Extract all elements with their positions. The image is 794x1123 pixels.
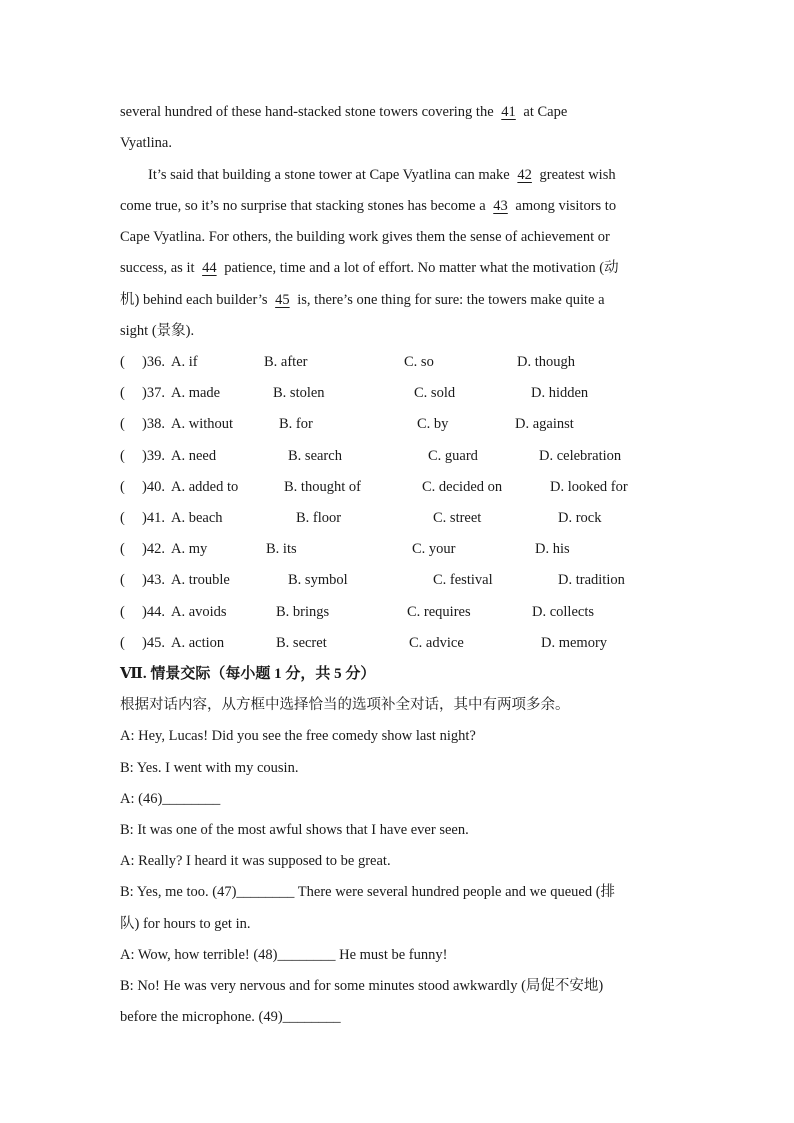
option-a: A. trouble bbox=[171, 572, 230, 588]
answer-paren[interactable]: ( bbox=[120, 541, 125, 557]
question-number: )36. bbox=[142, 354, 165, 370]
answer-paren[interactable]: ( bbox=[120, 572, 125, 588]
question-row bbox=[120, 602, 680, 622]
blank-41: 41 bbox=[501, 104, 516, 120]
dialogue-line: A: Wow, how terrible! (48)________ He must be funny! bbox=[120, 947, 448, 963]
question-row bbox=[120, 633, 680, 653]
option-d: D. celebration bbox=[539, 448, 622, 464]
option-a: A. if bbox=[171, 354, 198, 370]
option-c: C. advice bbox=[409, 635, 464, 651]
question-row bbox=[120, 352, 680, 372]
question-row bbox=[120, 539, 680, 559]
option-a: A. need bbox=[171, 448, 217, 464]
section-heading: Ⅶ. 情景交际（每小题 1 分，共 5 分） bbox=[120, 666, 376, 682]
question-row bbox=[120, 383, 680, 403]
option-c: C. street bbox=[433, 510, 482, 526]
option-b: B. for bbox=[279, 416, 313, 432]
question-row bbox=[120, 477, 680, 497]
option-d: D. his bbox=[535, 541, 570, 557]
question-row bbox=[120, 414, 680, 434]
option-b: B. after bbox=[264, 354, 308, 370]
option-a: A. action bbox=[171, 635, 225, 651]
option-b: B. floor bbox=[296, 510, 342, 526]
blank-42: 42 bbox=[517, 167, 532, 183]
dialogue-line: B: No! He was very nervous and for some minutes stood awkwardly (局促不安地) bbox=[120, 978, 604, 994]
passage-text: sight (景象). bbox=[120, 323, 195, 339]
answer-paren[interactable]: ( bbox=[120, 635, 125, 651]
option-b: B. search bbox=[288, 448, 342, 464]
option-a: A. my bbox=[171, 541, 208, 557]
option-d: D. tradition bbox=[558, 572, 625, 588]
passage-line bbox=[120, 196, 616, 216]
option-b: B. thought of bbox=[284, 479, 361, 495]
option-c: C. sold bbox=[414, 385, 456, 401]
question-number: )41. bbox=[142, 510, 165, 526]
passage-text: is, there’s one thing for sure: the towers make quite a bbox=[297, 292, 605, 308]
dialogue-line: before the microphone. (49)________ bbox=[120, 1009, 341, 1025]
answer-paren[interactable]: ( bbox=[120, 479, 125, 495]
passage-line bbox=[120, 290, 605, 310]
option-d: D. collects bbox=[532, 604, 595, 620]
passage-text: patience, time and a lot of effort. No matter what the motivation (动 bbox=[224, 260, 619, 276]
dialogue-line: 队) for hours to get in. bbox=[120, 916, 251, 932]
question-number: )44. bbox=[142, 604, 165, 620]
answer-paren[interactable]: ( bbox=[120, 385, 125, 401]
option-b: B. secret bbox=[276, 635, 327, 651]
answer-paren[interactable]: ( bbox=[120, 416, 125, 432]
option-d: D. though bbox=[517, 354, 575, 370]
option-c: C. so bbox=[404, 354, 434, 370]
dialogue-line: B: It was one of the most awful shows that I have ever seen. bbox=[120, 822, 469, 838]
question-number: )37. bbox=[142, 385, 165, 401]
passage-text: come true, so it’s no surprise that stacking stones has become a bbox=[120, 198, 486, 214]
blank-43: 43 bbox=[493, 198, 508, 214]
question-number: )43. bbox=[142, 572, 165, 588]
dialogue-line: A: (46)________ bbox=[120, 791, 221, 807]
passage-line bbox=[120, 102, 567, 122]
option-c: C. your bbox=[412, 541, 456, 557]
passage-text: greatest wish bbox=[539, 167, 616, 183]
question-row bbox=[120, 446, 680, 466]
option-a: A. added to bbox=[171, 479, 239, 495]
passage-text: success, as it bbox=[120, 260, 195, 276]
answer-paren[interactable]: ( bbox=[120, 510, 125, 526]
option-d: D. rock bbox=[558, 510, 602, 526]
passage-line bbox=[120, 321, 194, 341]
option-d: D. hidden bbox=[531, 385, 589, 401]
option-a: A. made bbox=[171, 385, 221, 401]
section-instruction: 根据对话内容，从方框中选择恰当的选项补全对话，其中有两项多余。 bbox=[120, 697, 570, 713]
option-d: D. looked for bbox=[550, 479, 628, 495]
option-b: B. its bbox=[266, 541, 297, 557]
passage-text: several hundred of these hand-stacked stone towers covering the bbox=[120, 104, 494, 120]
passage-line bbox=[120, 258, 619, 278]
option-a: A. avoids bbox=[171, 604, 227, 620]
question-number: )42. bbox=[142, 541, 165, 557]
option-b: B. stolen bbox=[273, 385, 325, 401]
passage-text: Vyatlina. bbox=[120, 135, 172, 151]
dialogue-line: B: Yes, me too. (47)________ There were several hundred people and we queued (排 bbox=[120, 884, 616, 900]
question-number: )45. bbox=[142, 635, 165, 651]
dialogue-line: A: Hey, Lucas! Did you see the free comedy show last night? bbox=[120, 728, 476, 744]
dialogue-line: A: Really? I heard it was supposed to be great. bbox=[120, 853, 391, 869]
passage-line bbox=[120, 133, 172, 153]
option-c: C. guard bbox=[428, 448, 478, 464]
passage-line bbox=[148, 165, 616, 185]
passage-text: It’s said that building a stone tower at Cape Vyatlina can make bbox=[148, 167, 510, 183]
passage-text: among visitors to bbox=[515, 198, 617, 214]
option-c: C. by bbox=[417, 416, 449, 432]
question-number: )38. bbox=[142, 416, 165, 432]
blank-45: 45 bbox=[275, 292, 290, 308]
question-row bbox=[120, 570, 680, 590]
passage-text: Cape Vyatlina. For others, the building work gives them the sense of achievement or bbox=[120, 229, 610, 245]
passage-line bbox=[120, 227, 610, 247]
option-b: B. brings bbox=[276, 604, 330, 620]
blank-44: 44 bbox=[202, 260, 217, 276]
question-number: )40. bbox=[142, 479, 165, 495]
option-a: A. beach bbox=[171, 510, 223, 526]
answer-paren[interactable]: ( bbox=[120, 354, 125, 370]
option-a: A. without bbox=[171, 416, 234, 432]
option-c: C. decided on bbox=[422, 479, 503, 495]
answer-paren[interactable]: ( bbox=[120, 604, 125, 620]
option-c: C. festival bbox=[433, 572, 493, 588]
passage-text: at Cape bbox=[523, 104, 568, 120]
question-number: )39. bbox=[142, 448, 165, 464]
dialogue-line: B: Yes. I went with my cousin. bbox=[120, 760, 299, 776]
option-d: D. against bbox=[515, 416, 574, 432]
question-row bbox=[120, 508, 680, 528]
passage-text: 机) behind each builder’s bbox=[120, 292, 268, 308]
answer-paren[interactable]: ( bbox=[120, 448, 125, 464]
option-d: D. memory bbox=[541, 635, 608, 651]
option-b: B. symbol bbox=[288, 572, 348, 588]
option-c: C. requires bbox=[407, 604, 471, 620]
